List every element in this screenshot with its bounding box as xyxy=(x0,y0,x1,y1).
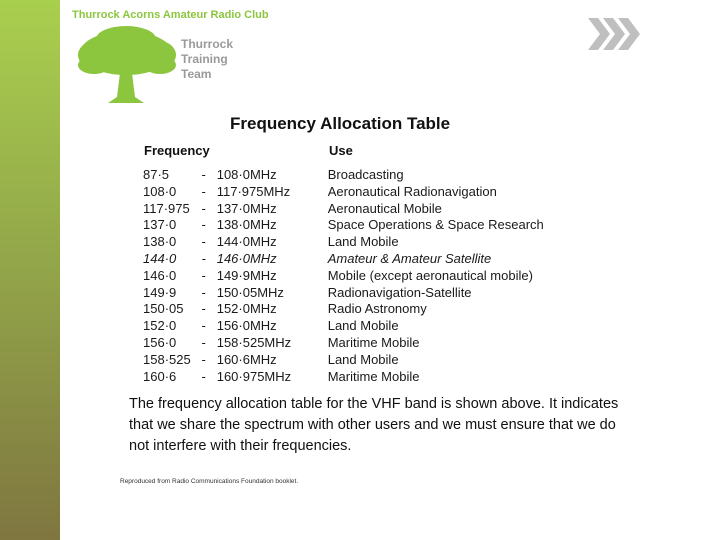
freq-to: 137·0MHz xyxy=(216,200,277,216)
freq-to: 156·0MHz xyxy=(216,318,277,334)
use-cell: Mobile (except aeronautical mobile) xyxy=(327,267,533,283)
table-row xyxy=(143,201,544,218)
range-dash: - xyxy=(201,301,206,317)
freq-from: 152·0 xyxy=(143,318,177,334)
use-cell: Land Mobile xyxy=(327,318,399,334)
use-cell: Aeronautical Radionavigation xyxy=(327,183,497,199)
use-cell: Radionavigation-Satellite xyxy=(327,284,472,300)
use-cell: Land Mobile xyxy=(327,234,399,250)
team-line: Team xyxy=(181,67,212,81)
chevron-right-icon[interactable] xyxy=(586,16,642,52)
use-cell: Radio Astronomy xyxy=(327,301,427,317)
table-row xyxy=(143,352,544,369)
table-row xyxy=(143,369,544,386)
range-dash: - xyxy=(201,267,206,283)
freq-to: 146·0MHz xyxy=(216,250,277,266)
freq-to: 149·9MHz xyxy=(216,267,277,283)
range-dash: - xyxy=(201,250,206,266)
table-row xyxy=(143,184,544,201)
freq-to: 144·0MHz xyxy=(216,234,277,250)
table-row xyxy=(143,234,544,251)
sidebar-gradient xyxy=(0,0,60,540)
table-row xyxy=(143,217,544,234)
freq-from: 108·0 xyxy=(143,183,177,199)
use-cell: Space Operations & Space Research xyxy=(327,217,544,233)
use-cell: Aeronautical Mobile xyxy=(327,200,442,216)
freq-to: 108·0MHz xyxy=(216,167,277,182)
team-line: Thurrock xyxy=(181,37,234,51)
club-name: Thurrock Acorns Amateur Radio Club xyxy=(72,9,269,21)
freq-from: 87·5 xyxy=(143,167,170,182)
range-dash: - xyxy=(201,183,206,199)
freq-to: 152·0MHz xyxy=(216,301,277,317)
frequency-allocation-table xyxy=(133,106,603,390)
freq-from: 158·525 xyxy=(143,351,191,367)
freq-to: 160·975MHz xyxy=(216,368,292,384)
team-line: Training xyxy=(181,52,228,66)
range-dash: - xyxy=(201,351,206,367)
freq-from: 117·975 xyxy=(143,200,190,216)
use-cell: Land Mobile xyxy=(327,351,399,367)
use-cell: Maritime Mobile xyxy=(327,368,420,384)
range-dash: - xyxy=(201,217,206,233)
range-dash: - xyxy=(201,167,206,182)
caption-text: The frequency allocation table for the VHF band is shown above. It indicates that we share the spectrum with other users and we must ensure that we do not interfere with their frequencies. xyxy=(129,396,619,454)
freq-from: 150·05 xyxy=(143,301,184,317)
range-dash: - xyxy=(201,318,206,334)
freq-to: 150·05MHz xyxy=(216,284,284,300)
tree-icon xyxy=(74,25,178,105)
use-cell: Amateur & Amateur Satellite xyxy=(327,250,492,266)
freq-from: 160·6 xyxy=(143,368,177,384)
allocation-rows xyxy=(143,167,544,385)
table-row xyxy=(143,251,544,268)
freq-to: 160·6MHz xyxy=(216,351,277,367)
freq-to: 117·975MHz xyxy=(216,183,291,199)
freq-from: 149·9 xyxy=(143,284,177,300)
freq-from: 137·0 xyxy=(143,217,177,233)
freq-from: 156·0 xyxy=(143,334,177,350)
club-logo xyxy=(68,5,269,107)
freq-from: 138·0 xyxy=(143,234,177,250)
freq-to: 158·525MHz xyxy=(216,334,292,350)
table-row xyxy=(143,318,544,335)
table-row xyxy=(143,301,544,318)
range-dash: - xyxy=(201,334,206,350)
table-row xyxy=(143,285,544,302)
column-header-use: Use xyxy=(329,143,353,158)
range-dash: - xyxy=(201,234,206,250)
use-cell: Maritime Mobile xyxy=(327,334,420,350)
column-header-frequency: Frequency xyxy=(144,143,210,158)
range-dash: - xyxy=(201,284,206,300)
freq-to: 138·0MHz xyxy=(216,217,277,233)
credit-text: Reproduced from Radio Communications Foundation booklet. xyxy=(120,478,299,485)
team-text xyxy=(181,37,233,82)
range-dash: - xyxy=(201,368,206,384)
table-row xyxy=(143,335,544,352)
table-title: Frequency Allocation Table xyxy=(230,114,451,133)
use-cell: Broadcasting xyxy=(327,167,404,182)
freq-from: 144·0 xyxy=(143,250,177,266)
table-row xyxy=(143,268,544,285)
freq-from: 146·0 xyxy=(143,267,177,283)
range-dash: - xyxy=(201,200,206,216)
table-row xyxy=(143,167,544,184)
